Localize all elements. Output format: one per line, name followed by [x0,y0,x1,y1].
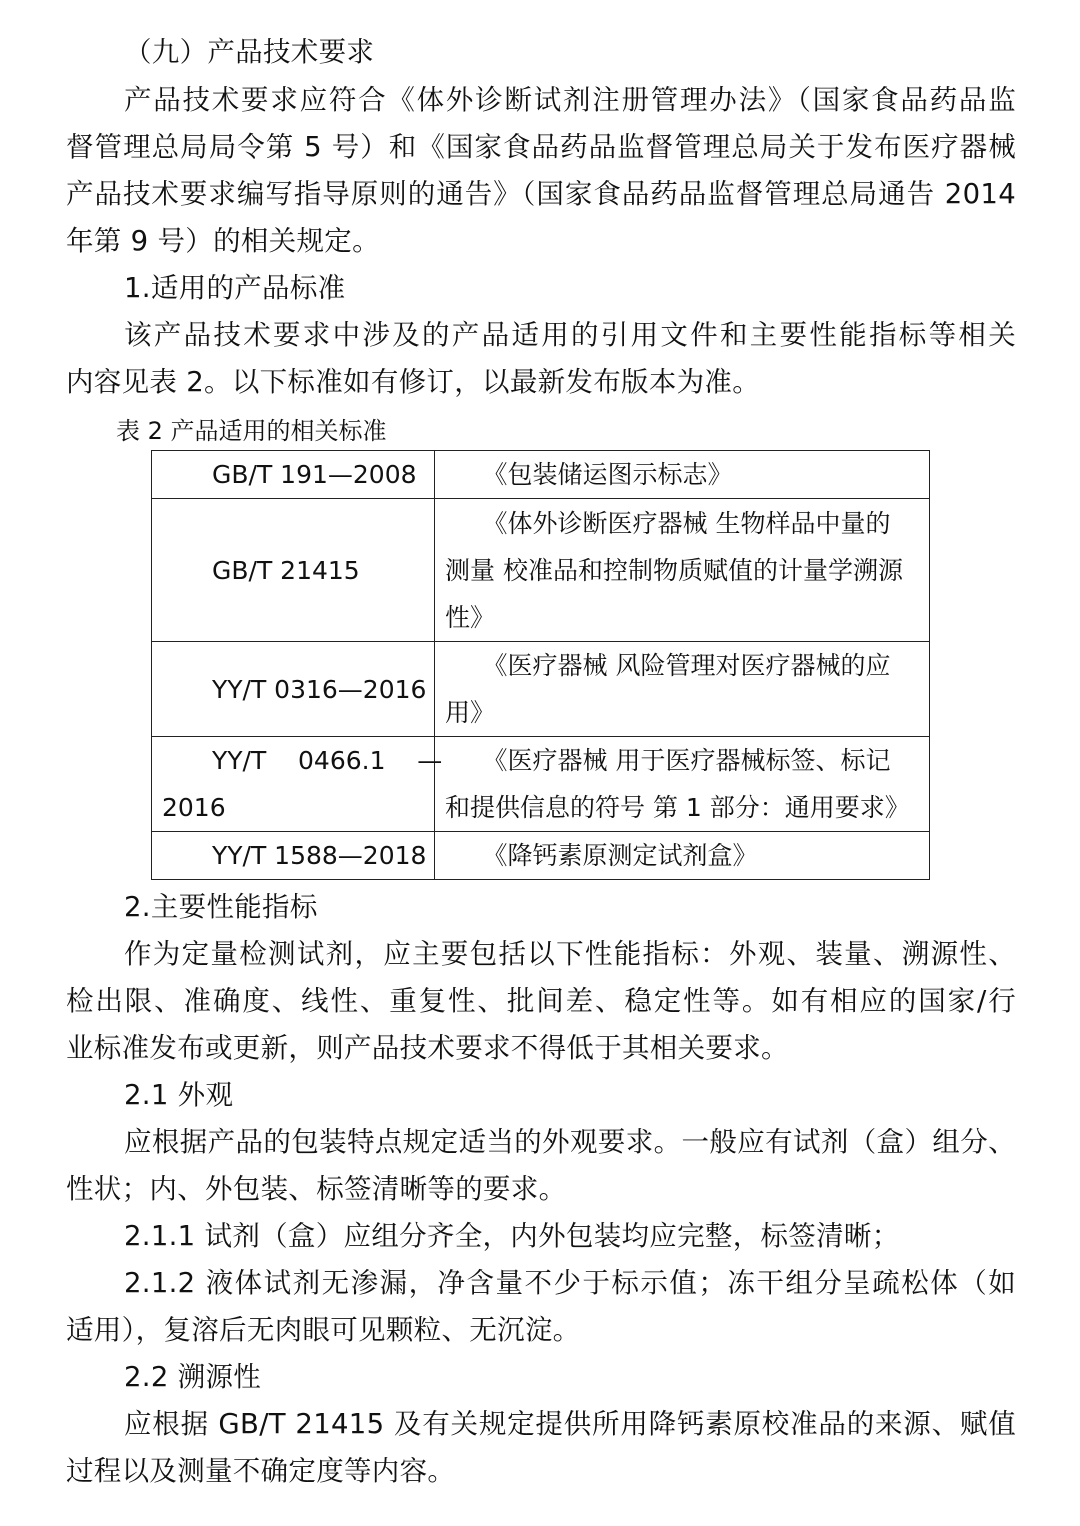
sub2-line-2: 检出限、准确度、线性、重复性、批间差、稳定性等。如有相应的国家/行 [66,985,1016,1017]
standard-code: GB/T 191—2008 [152,451,435,499]
standard-code: GB/T 21415 [152,499,435,642]
section-heading: （九）产品技术要求 [124,36,375,68]
standard-code: YY/T 1588—2018 [152,832,435,880]
sub2-1-line-1: 应根据产品的包装特点规定适当的外观要求。一般应有试剂（盒）组分、 [124,1126,1016,1158]
table-row [152,499,930,642]
table-row [152,451,930,499]
table-row [152,737,930,832]
standard-title: 《降钙素原测定试剂盒》 [435,832,930,880]
standards-table [151,450,930,880]
table-row [152,832,930,880]
intro-line-3: 产品技术要求编写指导原则的通告》（国家食品药品监督管理总局通告 2014 [66,178,1016,210]
standard-title: 《医疗器械 风险管理对医疗器械的应 用》 [435,642,930,737]
intro-line-1: 产品技术要求应符合《体外诊断试剂注册管理办法》（国家食品药品监 [124,84,1016,116]
sub2-2-line-1: 应根据 GB/T 21415 及有关规定提供所用降钙素原校准品的来源、赋值 [124,1408,1016,1440]
item-2-1-1: 2.1.1 试剂（盒）应组分齐全，内外包装均应完整，标签清晰； [124,1220,900,1252]
table-caption: 表 2 产品适用的相关标准 [116,417,387,445]
standard-code: YY/T 0466.1 — 2016 [152,737,435,832]
sub2-heading: 2.主要性能指标 [124,891,318,923]
sub2-2-line-2: 过程以及测量不确定度等内容。 [66,1455,456,1487]
intro-line-2: 督管理总局局令第 5 号）和《国家食品药品监督管理总局关于发布医疗器械 [66,131,1016,163]
sub2-1-line-2: 性状；内、外包装、标签清晰等的要求。 [66,1173,567,1205]
sub1-line-1: 该产品技术要求中涉及的产品适用的引用文件和主要性能指标等相关 [124,319,1016,351]
standard-title: 《医疗器械 用于医疗器械标签、标记 和提供信息的符号 第 1 部分：通用要求》 [435,737,930,832]
item-2-1-2-line-2: 适用），复溶后无肉眼可见颗粒、无沉淀。 [66,1314,581,1346]
sub1-heading: 1.适用的产品标准 [124,272,346,304]
table-row [152,642,930,737]
sub2-line-1: 作为定量检测试剂，应主要包括以下性能指标：外观、装量、溯源性、 [124,938,1016,970]
sub2-line-3: 业标准发布或更新，则产品技术要求不得低于其相关要求。 [66,1032,789,1064]
sub2-1-heading: 2.1 外观 [124,1079,234,1111]
standard-title: 《包装储运图示标志》 [435,451,930,499]
intro-line-4: 年第 9 号）的相关规定。 [66,225,380,257]
sub1-line-2: 内容见表 2。以下标准如有修订，以最新发布版本为准。 [66,366,761,398]
item-2-1-2-line-1: 2.1.2 液体试剂无渗漏，净含量不少于标示值；冻干组分呈疏松体（如 [124,1267,1016,1299]
standard-code: YY/T 0316—2016 [152,642,435,737]
sub2-2-heading: 2.2 溯源性 [124,1361,262,1393]
standard-title: 《体外诊断医疗器械 生物样品中量的 测量 校准品和控制物质赋值的计量学溯源 性》 [435,499,930,642]
